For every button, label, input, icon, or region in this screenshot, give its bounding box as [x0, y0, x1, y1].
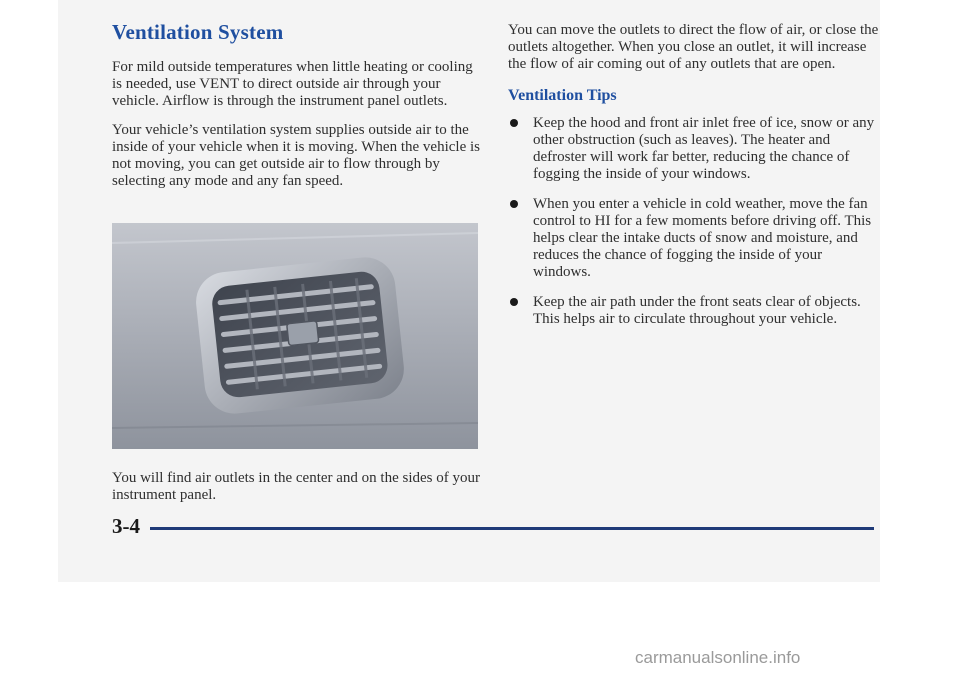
paragraph-outlets: You can move the outlets to direct the flow of air, or close the outlets altogether. When you close an outlet, it will increase the flow of air coming out of any outlets that are open.	[508, 22, 879, 72]
tips-list	[508, 115, 883, 328]
section-title: Ventilation System	[112, 20, 284, 44]
page-number: 3-4	[112, 514, 140, 538]
paragraph-vent: For mild outside temperatures when little heating or cooling is needed, use VENT to direct outside air through your vehicle. Airflow is through the instrument panel outlets.	[112, 59, 473, 109]
bullet-icon	[510, 200, 518, 208]
tip-text: Keep the air path under the front seats clear of objects. This helps air to circulate throughout your vehicle.	[533, 294, 861, 327]
bullet-icon	[510, 119, 518, 127]
list-item	[508, 294, 883, 328]
bullet-icon	[510, 298, 518, 306]
left-column	[112, 20, 482, 202]
air-outlet-photo	[112, 223, 478, 449]
tip-text: When you enter a vehicle in cold weather, move the fan control to HI for a few moments before driving off. This helps clear the intake ducts of snow and moisture, and reduces the chance of fogging the inside of your windows.	[533, 196, 872, 280]
paragraph-supply: Your vehicle’s ventilation system supplies outside air to the inside of your vehicle when it is moving. When the vehicle is not moving, you can get outside air to flow through by selecting any mode and any fan speed.	[112, 122, 480, 189]
right-column	[508, 22, 883, 341]
figure-caption: You will find air outlets in the center and on the sides of your instrument panel.	[112, 470, 480, 503]
list-item	[508, 115, 883, 183]
air-outlet-illustration	[112, 223, 478, 449]
list-item	[508, 196, 883, 281]
tips-heading: Ventilation Tips	[508, 87, 617, 104]
watermark-link[interactable]: carmanualsonline.info	[635, 648, 801, 667]
tip-text: Keep the hood and front air inlet free of ice, snow or any other obstruction (such as leaves). The heater and defroster will work far better, reducing the chance of fogging the inside of your windows.	[533, 115, 875, 182]
footer-rule	[150, 527, 874, 530]
